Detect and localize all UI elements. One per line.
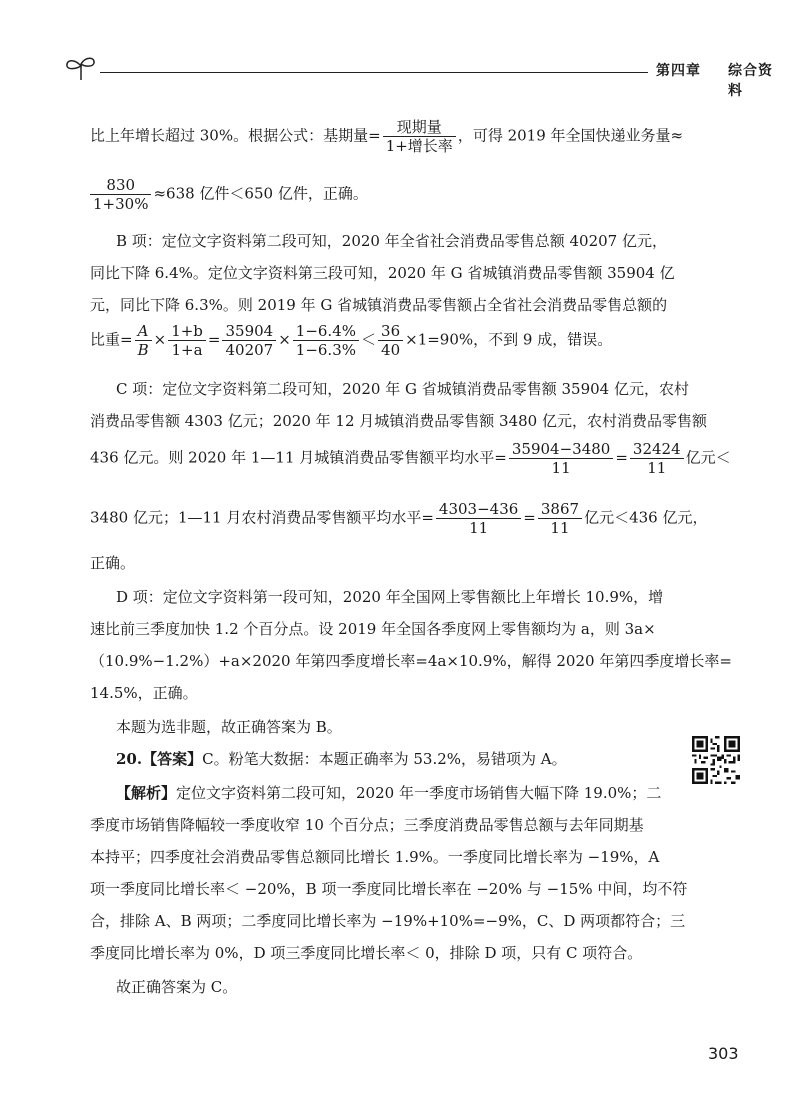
fraction-numerator <box>135 322 152 341</box>
text-run: 亿元＜ <box>685 448 731 467</box>
formula-fraction <box>538 500 582 537</box>
text-line: 项一季度同比增长率＜ −20%，B 项一季度同比增长率在 −20% 与 −15% 中间，均不符 <box>90 880 688 898</box>
text-line: 同比下降 6.4%。定位文字资料第三段可知，2020 年 G 省城镇消费品零售额 35904 亿 <box>90 264 675 282</box>
var-a: A <box>137 322 149 340</box>
fraction-numerator: 830 <box>90 176 151 195</box>
text-line: 14.5%，正确。 <box>90 684 198 702</box>
fraction-denominator: 11 <box>469 519 489 537</box>
text-line: 消费品零售额 4303 亿元；2020 年 12 月城镇消费品零售额 3480 亿元，农村消费品零售额 <box>90 412 707 430</box>
text-run: 亿元＜436 亿元， <box>584 508 708 527</box>
fraction-numerator: 36 <box>378 322 403 341</box>
text-run: ≈638 亿件＜650 亿件，正确。 <box>153 184 368 203</box>
fraction-numerator: 现期量 <box>383 118 456 137</box>
fraction-denominator: 40 <box>381 341 401 359</box>
text-line: 故正确答案为 C。 <box>116 978 238 996</box>
fraction-denominator: 1+a <box>171 341 203 359</box>
formula-fraction <box>378 322 403 359</box>
answer-line <box>116 748 567 770</box>
formula-fraction <box>90 176 151 213</box>
text-line <box>90 322 612 359</box>
fraction-denominator <box>135 341 152 359</box>
fraction-denominator: 1−6.3% <box>295 341 357 359</box>
fraction-denominator: 11 <box>647 459 667 477</box>
sprout-icon <box>64 54 98 82</box>
text-line <box>90 176 368 213</box>
text-run: ×1=90%，不到 9 成，错误。 <box>405 330 613 349</box>
fraction-numerator: 32424 <box>630 440 684 459</box>
text-run: 比重= <box>90 330 133 349</box>
fraction-numerator: 3867 <box>538 500 582 519</box>
formula-fraction <box>135 322 152 359</box>
text-line: 季度同比增长率为 0%，D 项三季度同比增长率＜ 0，排除 D 项，只有 C 项符合。 <box>90 944 643 962</box>
section-title: 综合资料 <box>728 63 773 99</box>
fraction-numerator: 35904 <box>222 322 276 341</box>
var-b: B <box>137 341 149 359</box>
fraction-denominator: 1+增长率 <box>385 137 453 155</box>
operator: = <box>615 448 628 467</box>
text-line <box>90 440 731 477</box>
fraction-denominator: 1+30% <box>93 195 149 213</box>
formula-fraction <box>293 322 359 359</box>
page-number: 303 <box>708 1044 739 1063</box>
fraction-numerator: 1−6.4% <box>293 322 359 341</box>
text-line: B 项：定位文字资料第二段可知，2020 年全省社会消费品零售总额 40207 亿元， <box>116 232 667 250</box>
fraction-denominator: 40207 <box>225 341 274 359</box>
operator: ＜ <box>361 330 377 349</box>
formula-fraction <box>383 118 456 155</box>
text-line: 季度市场销售降幅较一季度收窄 10 个百分点；三季度消费品零售总额与去年同期基 <box>90 816 644 834</box>
text-run: C。粉笔大数据：本题正确率为 53.2%，易错项为 A。 <box>202 750 567 768</box>
analysis-label: 【解析】 <box>116 784 177 802</box>
formula-fraction <box>436 500 521 537</box>
fraction-numerator: 35904−3480 <box>509 440 613 459</box>
text-run: ，可得 2019 年全国快递业务量≈ <box>457 126 684 145</box>
text-line: 正确。 <box>90 554 136 572</box>
text-line: （10.9%−1.2%）+a×2020 年第四季度增长率=4a×10.9%，解得 2020 年第四季度增长率= <box>90 652 732 670</box>
fraction-numerator: 1+b <box>168 322 206 341</box>
operator: × <box>278 330 291 349</box>
qr-code-icon[interactable] <box>692 736 740 784</box>
text-line: C 项：定位文字资料第二段可知，2020 年 G 省城镇消费品零售额 35904 亿元，农村 <box>116 380 689 398</box>
text-line <box>90 500 707 537</box>
text-line: D 项：定位文字资料第一段可知，2020 年全国网上零售额比上年增长 10.9%，增 <box>116 588 664 606</box>
chapter-title: 第四章 <box>656 63 701 79</box>
text-line <box>90 118 683 155</box>
fraction-denominator: 11 <box>551 459 571 477</box>
operator: × <box>153 330 167 349</box>
answer-label: 20.【答案】 <box>116 750 203 768</box>
formula-fraction <box>168 322 206 359</box>
page-header <box>64 58 776 99</box>
text-run: 436 亿元。则 2020 年 1—11 月城镇消费品零售额平均水平= <box>90 448 507 467</box>
text-run: 定位文字资料第二段可知，2020 年一季度市场销售大幅下降 19.0%；二 <box>176 784 662 802</box>
text-line: 速比前三季度加快 1.2 个百分点。设 2019 年全国各季度网上零售额均为 a，则 3a× <box>90 620 656 638</box>
text-line: 本持平；四季度社会消费品零售总额同比增长 1.9%。一季度同比增长率为 −19%，A <box>90 848 660 866</box>
header-rule-left <box>100 72 648 73</box>
formula-fraction <box>509 440 613 477</box>
fraction-denominator: 11 <box>550 519 570 537</box>
operator: = <box>207 330 221 349</box>
formula-fraction <box>630 440 684 477</box>
text-line: 合，排除 A、B 两项；二季度同比增长率为 −19%+10%=−9%，C、D 两项都符合；三 <box>90 912 686 930</box>
text-run: 比上年增长超过 30%。根据公式：基期量= <box>90 126 381 145</box>
text-line: 本题为选非题，故正确答案为 B。 <box>116 718 342 736</box>
text-line: 元，同比下降 6.3%。则 2019 年 G 省城镇消费品零售额占全省社会消费品零售总额的 <box>90 296 668 314</box>
fraction-numerator: 4303−436 <box>436 500 521 519</box>
text-run: 3480 亿元；1—11 月农村消费品零售额平均水平= <box>90 508 434 527</box>
operator: = <box>523 508 536 527</box>
analysis-line <box>116 782 661 804</box>
formula-fraction <box>222 322 276 359</box>
